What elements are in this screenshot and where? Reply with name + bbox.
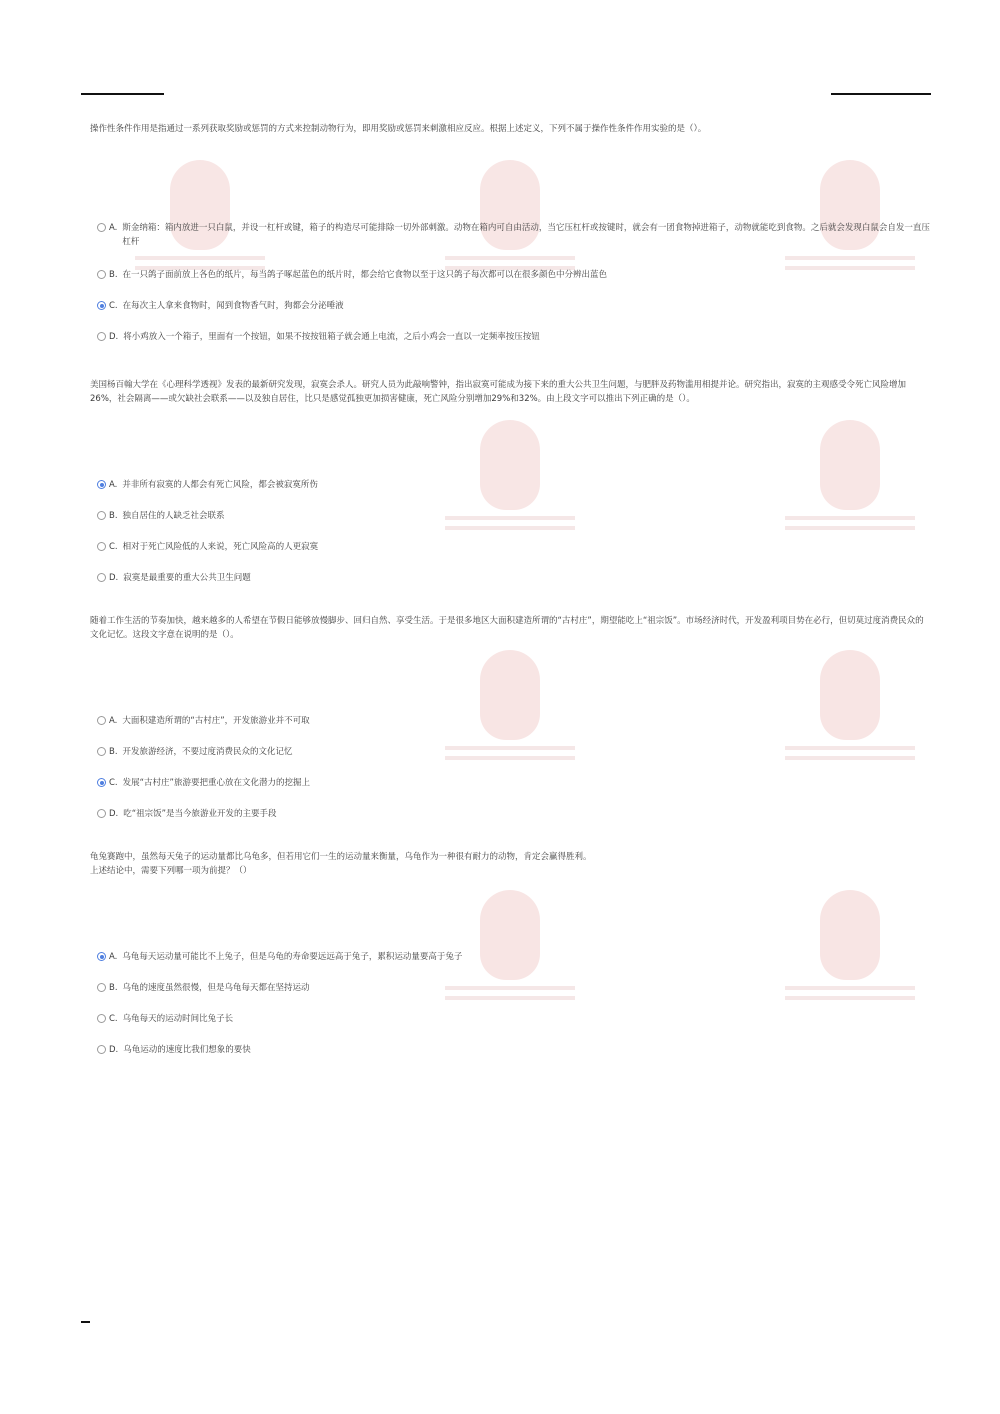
option-text: 在每次主人拿来食物时，闻到食物香气时，狗都会分泌唾液 [122, 301, 344, 311]
option-b[interactable] [97, 268, 930, 282]
radio-button[interactable] [97, 716, 106, 725]
radio-button[interactable] [97, 983, 106, 992]
option-b[interactable] [97, 981, 930, 995]
option-d[interactable] [97, 807, 930, 821]
question-stem: 操作性条件作用是指通过一系列获取奖励或惩罚的方式来控制动物行为，即用奖励或惩罚来刺激相应反应。根据上述定义，下列不属于操作性条件作用实验的是（）。 [90, 124, 707, 134]
option-text: 开发旅游经济，不要过度消费民众的文化记忆 [122, 747, 293, 757]
option-text: 在一只鸽子面前放上各色的纸片，每当鸽子啄起蓝色的纸片时，都会给它食物以至于这只鸽子每次都可以在很多颜色中分辨出蓝色 [122, 270, 608, 280]
option-letter: C. [109, 778, 118, 788]
option-b[interactable] [97, 745, 930, 759]
option-text: 并非所有寂寞的人都会有死亡风险，都会被寂寞所伤 [122, 480, 318, 490]
option-text: 乌龟每天的运动时间比兔子长 [122, 1014, 234, 1024]
option-letter: D. [109, 573, 119, 583]
option-letter: D. [109, 332, 119, 342]
option-text: 寂寞是最重要的重大公共卫生问题 [123, 573, 251, 583]
option-letter: B. [109, 747, 118, 757]
option-b[interactable] [97, 509, 930, 523]
radio-button[interactable] [97, 1045, 106, 1054]
option-c[interactable] [97, 776, 930, 790]
option-letter: A. [109, 952, 118, 962]
option-c[interactable] [97, 540, 930, 554]
radio-button[interactable] [97, 511, 106, 520]
radio-button[interactable] [97, 809, 106, 818]
option-text: 乌龟每天运动量可能比不上兔子，但是乌龟的寿命要远远高于兔子，累积运动量要高于兔子 [122, 952, 463, 962]
question-stem: 随着工作生活的节奏加快，越来越多的人希望在节假日能够放慢脚步、回归自然、享受生活。于是很多地区大面积建造所谓的“古村庄”，期望能吃上“祖宗饭”。市场经济时代，开发盈利项目势在必行，但切莫过度消费民众的文化记忆。这段文字意在说明的是（）。 [90, 616, 924, 640]
question-4 [90, 850, 930, 1060]
option-letter: B. [109, 270, 118, 280]
radio-button-selected[interactable] [97, 952, 106, 961]
option-letter: B. [109, 983, 118, 993]
question-stem: 龟兔赛跑中，虽然每天兔子的运动量都比乌龟多，但若用它们一生的运动量来衡量，乌龟作为一种很有耐力的动物，肯定会赢得胜利。 上述结论中，需要下列哪一项为前提？（） [90, 852, 592, 876]
option-letter: C. [109, 1014, 118, 1024]
option-text: 斯金纳箱：箱内放进一只白鼠，并设一杠杆或键，箱子的构造尽可能排除一切外部刺激。动物在箱内可自由活动，当它压杠杆或按键时，就会有一团食物掉进箱子，动物就能吃到食物。之后就会发现白鼠会自发一直压杠杆 [122, 223, 930, 247]
option-a[interactable] [97, 478, 930, 492]
header-rule-right [831, 93, 931, 95]
option-letter: D. [109, 1045, 119, 1055]
option-letter: A. [109, 716, 118, 726]
option-text: 大面积建造所谓的“古村庄”，开发旅游业并不可取 [122, 716, 310, 726]
option-letter: C. [109, 542, 118, 552]
option-letter: A. [109, 223, 118, 233]
question-1 [90, 122, 930, 352]
question-2 [90, 378, 930, 588]
option-text: 独自居住的人缺乏社会联系 [122, 511, 225, 521]
radio-button-selected[interactable] [97, 480, 106, 489]
option-d[interactable] [97, 571, 930, 585]
question-3 [90, 614, 930, 824]
footer-mark [81, 1321, 90, 1323]
option-letter: C. [109, 301, 118, 311]
radio-button-selected[interactable] [97, 778, 106, 787]
option-text: 吃“祖宗饭”是当今旅游业开发的主要手段 [123, 809, 277, 819]
option-letter: D. [109, 809, 119, 819]
radio-button-selected[interactable] [97, 301, 106, 310]
header-rule-left [81, 93, 164, 95]
option-letter: B. [109, 511, 118, 521]
radio-button[interactable] [97, 332, 106, 341]
option-text: 乌龟的速度虽然很慢，但是乌龟每天都在坚持运动 [122, 983, 310, 993]
radio-button[interactable] [97, 747, 106, 756]
question-stem: 美国杨百翰大学在《心理科学透视》发表的最新研究发现，寂寞会杀人。研究人员为此敲响警钟，指出寂寞可能成为接下来的重大公共卫生问题，与肥胖及药物滥用相提并论。研究指出，寂寞的主观感受令死亡风险增加26%，社会隔离——或欠缺社会联系——以及独自居住，比只是感觉孤独更加损害健康，死亡风险分别增加29%和32%。由上段文字可以推出下列正确的是（）。 [90, 380, 907, 404]
option-c[interactable] [97, 1012, 930, 1026]
option-a[interactable] [97, 221, 930, 249]
option-c[interactable] [97, 299, 930, 313]
option-text: 将小鸡放入一个箱子，里面有一个按钮，如果不按按钮箱子就会通上电流，之后小鸡会一直以一定频率按压按钮 [123, 332, 540, 342]
option-text: 发展“古村庄”旅游要把重心放在文化潜力的挖掘上 [122, 778, 310, 788]
radio-button[interactable] [97, 1014, 106, 1023]
option-d[interactable] [97, 1043, 930, 1057]
option-a[interactable] [97, 950, 930, 964]
option-d[interactable] [97, 330, 930, 344]
radio-button[interactable] [97, 223, 106, 232]
option-a[interactable] [97, 714, 930, 728]
radio-button[interactable] [97, 270, 106, 279]
option-text: 相对于死亡风险低的人来说，死亡风险高的人更寂寞 [122, 542, 319, 552]
radio-button[interactable] [97, 573, 106, 582]
option-text: 乌龟运动的速度比我们想象的要快 [123, 1045, 251, 1055]
option-letter: A. [109, 480, 118, 490]
radio-button[interactable] [97, 542, 106, 551]
